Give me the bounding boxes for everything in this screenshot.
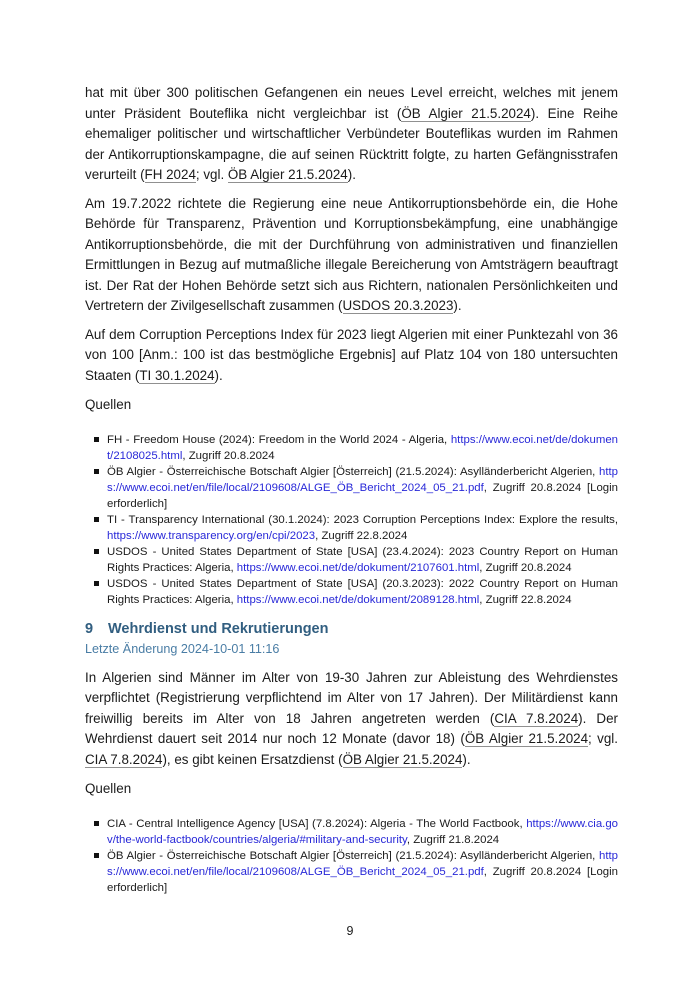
body-paragraph (85, 83, 618, 186)
text-run: ; vgl. (588, 731, 619, 746)
text-run: , Zugriff 20.8.2024 (479, 561, 572, 574)
page-content (85, 83, 618, 896)
text-run: , Zugriff 22.8.2024 (479, 593, 572, 606)
text-run: , Zugriff 22.8.2024 (315, 529, 408, 542)
last-change-note: Letzte Änderung 2024-10-01 11:16 (85, 641, 280, 656)
text-run: In Algerien sind Männer im Alter von 19-30 Jahren zur Ableistung des Wehrdienstes verpflichtet (Registrierung verpflichtend im Alter von 17 Jahren). Der Militärdienst kann freiwillig bereits im Alter von 18 Jahren angetreten werden ( (85, 669, 618, 726)
external-link[interactable]: https://www.transparency.org/en/cpi/2023 (107, 529, 316, 542)
body-paragraph (85, 194, 618, 317)
sources-list (85, 432, 618, 608)
text-run: ; vgl. (195, 167, 228, 182)
sources-list (85, 816, 618, 896)
text-run: ). Eine Reihe ehemaliger politischer und wirtschaftlicher Verbündeter Bouteflikas wurden im Rahmen der Antikorruptionskampagne, die auf seinen Rücktritt folgte, zu harten Gefängnisstrafen verurteilt ( (85, 105, 618, 182)
text-run: , Zugriff 20.8.2024 (182, 449, 275, 462)
text-run: USDOS - United States Department of State [USA] (20.3.2023): 2022 Country Report on Human Rights Practices: Algeria, (107, 577, 618, 606)
source-item (85, 432, 618, 464)
text-run: , Zugriff 20.8.2024 [Login erforderlich] (107, 865, 618, 894)
body-paragraph (85, 325, 618, 387)
source-item (85, 816, 618, 848)
external-link[interactable]: https://www.ecoi.net/de/dokument/2107601.html (236, 561, 480, 574)
reference-link[interactable]: CIA 7.8.2024 (494, 710, 579, 726)
reference-link[interactable]: FH 2024 (144, 167, 196, 182)
reference-link[interactable]: ÖB Algier 21.5.2024 (401, 105, 531, 121)
text-run: , Zugriff 21.8.2024 (406, 833, 500, 846)
reference-link[interactable]: ÖB Algier 21.5.2024 (227, 167, 348, 182)
reference-link[interactable]: TI 30.1.2024 (139, 367, 215, 383)
text-run: ÖB Algier - Österreichische Botschaft Algier [Österreich] (21.5.2024): Asylländerbericht Algerien, (107, 849, 599, 862)
source-item (85, 848, 618, 896)
body-paragraph (85, 668, 618, 771)
external-link[interactable]: https://www.ecoi.net/en/file/local/2109608/ALGE_ÖB_Bericht_2024_05_21.pdf (107, 465, 618, 494)
text-run: ). (453, 298, 462, 313)
reference-link[interactable]: USDOS 20.3.2023 (342, 298, 454, 313)
text-run: ). (462, 751, 471, 767)
text-run: FH - Freedom House (2024): Freedom in the World 2024 - Algeria, (107, 433, 451, 446)
external-link[interactable]: https://www.ecoi.net/de/dokument/2089128.html (236, 593, 480, 606)
reference-link[interactable]: ÖB Algier 21.5.2024 (342, 751, 463, 767)
external-link[interactable]: https://www.ecoi.net/de/dokument/2108025.html (107, 433, 618, 462)
sources-heading: Quellen (85, 781, 132, 796)
text-run: ), es gibt keinen Ersatzdienst ( (162, 751, 343, 767)
source-item (85, 464, 618, 512)
section-title: Wehrdienst und Rekrutierungen (108, 620, 329, 637)
text-run: ). (214, 367, 223, 383)
text-run: USDOS - United States Department of State [USA] (23.4.2024): 2023 Country Report on Human Rights Practices: Algeria, (107, 545, 618, 574)
section-heading (85, 620, 618, 638)
text-run: ÖB Algier - Österreichische Botschaft Algier [Österreich] (21.5.2024): Asylländerbericht Algerien, (107, 465, 599, 478)
reference-link[interactable]: ÖB Algier 21.5.2024 (464, 731, 589, 746)
source-item (85, 576, 618, 608)
text-run: hat mit über 300 politischen Gefangenen ein neues Level erreicht, welches mit jenem unter Präsident Bouteflika nicht vergleichbar ist ( (85, 85, 618, 121)
text-run: ). (347, 167, 356, 182)
text-run: Auf dem Corruption Perceptions Index für 2023 liegt Algerien mit einer Punktezahl von 36 von 100 [Anm.: 100 ist das bestmögliche Ergebnis] auf Platz 104 von 180 untersuchten Staaten ( (85, 326, 618, 383)
text-run: ). Der Wehrdienst dauert seit 2014 nur noch 12 Monate (davor 18) ( (85, 710, 618, 746)
text-run: CIA - Central Intelligence Agency [USA] (7.8.2024): Algeria - The World Factbook, (107, 817, 527, 830)
text-run: , Zugriff 20.8.2024 [Login erforderlich] (107, 481, 618, 510)
source-item (85, 512, 618, 544)
sources-heading: Quellen (85, 397, 132, 412)
text-run: Am 19.7.2022 richtete die Regierung eine neue Antikorruptionsbehörde ein, die Hohe Behörde für Transparenz, Prävention und Korruptionsbekämpfung, eine unabhängige Antikorruptionsbehörde, die mit der Durchführung von administrativen und finanziellen Ermittlungen in Bezug auf mutmaßliche illegale Bereicherung von Amtsträgern beauftragt ist. Der Rat der Hohen Behörde setzt sich aus Richtern, nationalen Persönlichkeiten und Vertretern der Zivilgesellschaft zusammen ( (85, 195, 618, 313)
text-run: TI - Transparency International (30.1.2024): 2023 Corruption Perceptions Index: Explore the results, (107, 513, 618, 526)
page-number: 9 (346, 924, 354, 938)
external-link[interactable]: https://www.ecoi.net/en/file/local/2109608/ALGE_ÖB_Bericht_2024_05_21.pdf (107, 849, 618, 878)
reference-link[interactable]: CIA 7.8.2024 (85, 751, 163, 767)
source-item (85, 544, 618, 576)
section-number: 9 (85, 620, 94, 637)
external-link[interactable]: https://www.cia.gov/the-world-factbook/countries/algeria/#military-and-security (107, 817, 618, 846)
